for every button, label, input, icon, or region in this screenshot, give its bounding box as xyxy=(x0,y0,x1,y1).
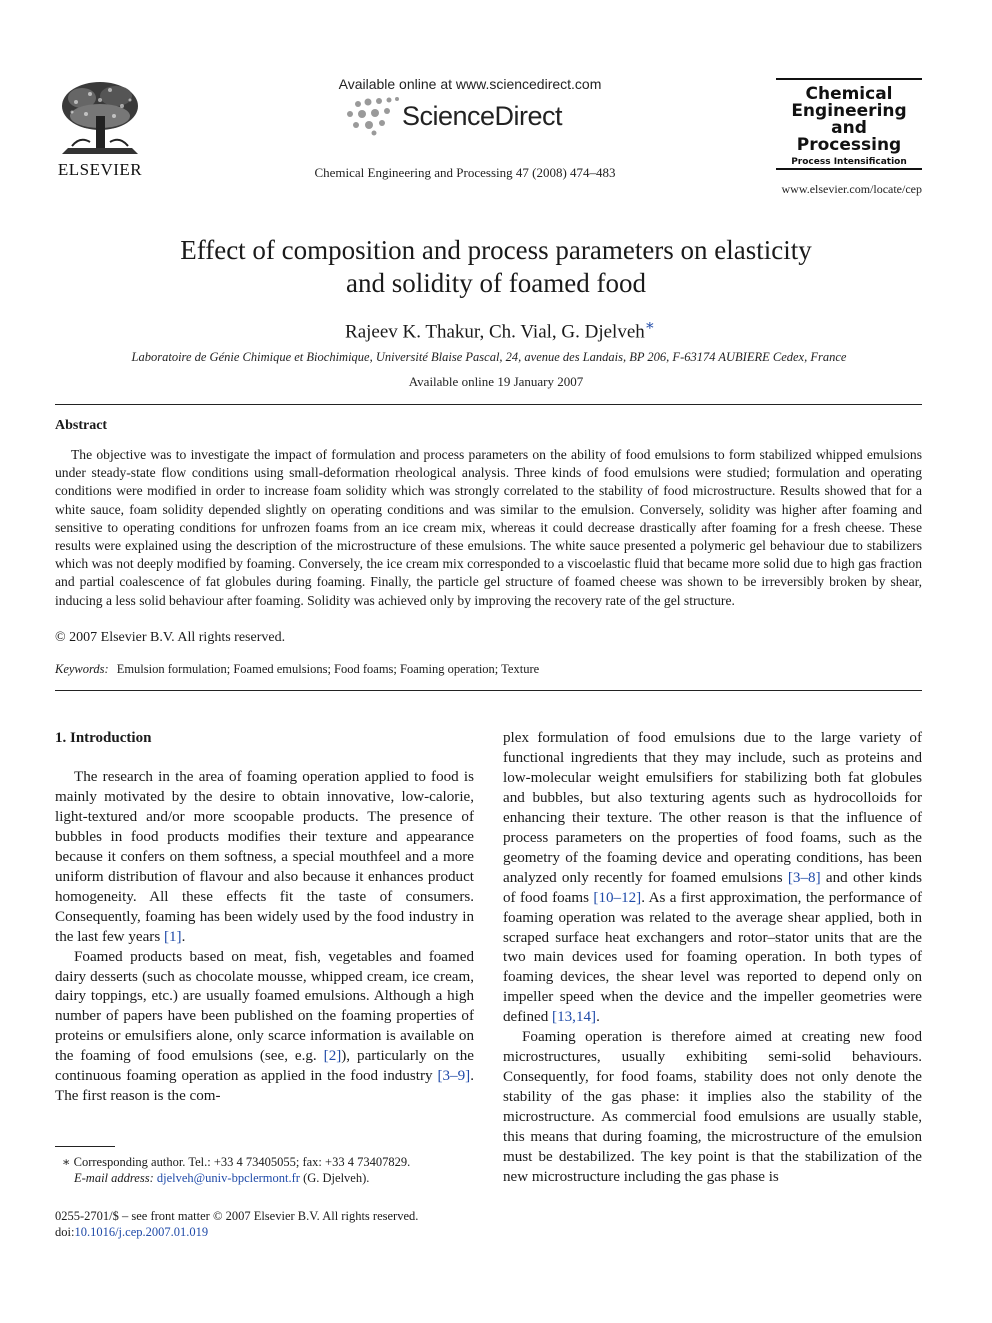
body-column-right xyxy=(503,729,922,1188)
section-heading: 1. Introduction xyxy=(55,730,152,746)
elsevier-tree-icon xyxy=(52,76,148,158)
email-owner: (G. Djelveh). xyxy=(303,1171,370,1185)
issn-line: 0255-2701/$ – see front matter © 2007 Elsevier B.V. All rights reserved. xyxy=(55,1209,419,1223)
keywords xyxy=(55,662,922,677)
email-label: E-mail address: xyxy=(74,1171,154,1185)
citation-link[interactable]: [10–12] xyxy=(593,889,642,906)
doi-link[interactable]: 10.1016/j.cep.2007.01.019 xyxy=(74,1225,209,1239)
sciencedirect-dots-icon xyxy=(344,96,400,136)
footnote-mark: ∗ xyxy=(62,1155,71,1169)
email-link[interactable]: djelveh@univ-bpclermont.fr xyxy=(156,1171,300,1185)
paragraph-continued: plex formulation of food emulsions due to the large variety of functional ingredients that they may include, such as proteins and low-molecular weight emulsifiers for stabilizing both fat globules and bubbles, but also texturing agents such as hydrocolloids for enhancing their texture. The other reason is that the influence of process parameters on the properties of food foams, such as the geometry of the foaming device and operating conditions, has been analyzed only recently for foamed emulsions [3–8] and other kinds of food foams [10–12]. As a first approximation, the performance of foaming operation was related to the average shear applied, both in scraped surface heat exchangers and rotor–stator units that are the two main devices used for foaming operation. In both types of foaming devices, the shear level was reported to depend only on impeller speed when the device and the impeller geometries were defined [13,14]. xyxy=(503,730,923,1026)
front-matter xyxy=(55,1208,485,1240)
citation-link[interactable]: [2] xyxy=(323,1048,342,1065)
journal-reference: Chemical Engineering and Processing 47 (2008) 474–483 xyxy=(314,165,616,180)
available-online-text: Available online at www.sciencedirect.com xyxy=(338,76,602,92)
divider-top xyxy=(55,404,922,405)
doi-label: doi: xyxy=(55,1225,75,1239)
abstract-text: The objective was to investigate the impact of formulation and process parameters on the ability of food emulsions to form stabilized whipped emulsions under steady-state flow conditions using small-deformation rheological analysis. Three kinds of food emulsions were studied; formulation and operating conditions were modified in order to increase foam solidity which was strongly correlated to the stability of food microstructure. Results showed that for a white sauce, foam solidity depended slightly on operating conditions and was similar to the emulsion. Conversely, solidity was higher after foaming and sensitive to operating conditions for unfrozen foams from an ice cream mix, whereas it could decrease drastically after foaming for a fresh cheese. These results were explained using the description of the microstructure of these emulsions. The white sauce presented a polymeric gel behaviour due to stabilizers which was not deeply modified by foaming. Conversely, the ice cream mix corresponded to a viscoelastic fluid that became more solid due to high gas fraction and partial coalescence of fat globules during foaming. Finally, the particle gel structure of foamed cheese was shown to be irreversibly broken by shear, inducing a less solid behaviour after foaming. Solidity was achieved only by improving the recovery rate of the gel structure. xyxy=(55,447,922,608)
footnote-rule xyxy=(55,1146,115,1147)
footnote xyxy=(62,1154,482,1186)
paragraph: Foamed products based on meat, fish, vegetables and foamed dairy desserts (such as chocolate mousse, whipped cream, ice cream, dairy toppings, etc.) are usually foamed emulsions. Although a high number of papers have been published on the foaming properties of proteins or emulsifiers alone, only scarce information is available on the foaming of food emulsions (see, e.g. [2]), particularly on the continuous foaming operation as applied in the food industry [3–9]. The first reason is the com- xyxy=(55,948,475,1105)
citation-link[interactable]: [1] xyxy=(163,928,182,945)
abstract-heading: Abstract xyxy=(55,418,108,433)
authors-text: Rajeev K. Thakur, Ch. Vial, G. Djelveh xyxy=(345,321,645,343)
citation-link[interactable]: [3–8] xyxy=(787,869,821,886)
citation-link[interactable]: [13,14] xyxy=(552,1009,597,1026)
paragraph: Foaming operation is therefore aimed at creating new food microstructures, usually exhibiting semi-solid behaviours. Consequently, for food foams, stability does not only denote the stability of the gas phase: it implies also the stability of the microstructure. As commercial food emulsions are usually stable, this means that during foaming, the microstructure of the emulsion must be destabilized. The key point is that the stabilization of the new microstructure including the gas phase is xyxy=(503,1029,922,1185)
keywords-list: Emulsion formulation; Foamed emulsions; Food foams; Foaming operation; Texture xyxy=(116,662,540,676)
corresponding-author-mark[interactable]: ∗ xyxy=(644,318,655,334)
journal-url[interactable]: www.elsevier.com/locate/cep xyxy=(781,182,922,196)
divider-bottom xyxy=(55,690,922,691)
elsevier-logo xyxy=(52,76,148,180)
available-date: Available online 19 January 2007 xyxy=(408,374,584,389)
paragraph: The research in the area of foaming operation applied to food is mainly motivated by the desire to obtain innovative, low-calorie, light-textured and/or more scoopable products. The presence of bubbles in food products modifies their texture and appearance because it confers on them softness, a special mouthfeel and a more uniform distribution of flavour and also because it enhances product homogeneity. All these effects fit the taste of consumers. Consequently, foaming has been widely used by the food industry in the last few years [1]. xyxy=(55,769,474,945)
sciencedirect-logo xyxy=(344,96,584,136)
citation-link[interactable]: [3–9] xyxy=(437,1068,471,1085)
journal-logo-subtitle: Process Intensification xyxy=(791,157,907,167)
sciencedirect-wordmark: ScienceDirect xyxy=(402,101,563,131)
journal-logo xyxy=(776,78,922,170)
keywords-label: Keywords: xyxy=(55,662,109,676)
affiliation: Laboratoire de Génie Chimique et Biochimique, Université Blaise Pascal, 24, avenue des Landais, BP 206, F-63174 AUBIERE Cedex, France xyxy=(131,350,847,364)
journal-logo-title: Chemical Engineering and Processing xyxy=(791,84,907,155)
author-list xyxy=(200,316,800,343)
publisher-name: ELSEVIER xyxy=(57,160,143,179)
body-column-left xyxy=(55,768,474,1107)
abstract-copyright: © 2007 Elsevier B.V. All rights reserved. xyxy=(55,630,286,645)
article-title: Effect of composition and process parameters on elasticity and solidity of foamed food xyxy=(180,235,812,298)
footnote-corresponding: Corresponding author. Tel.: +33 4 73405055; fax: +33 4 73407829. xyxy=(73,1155,411,1169)
